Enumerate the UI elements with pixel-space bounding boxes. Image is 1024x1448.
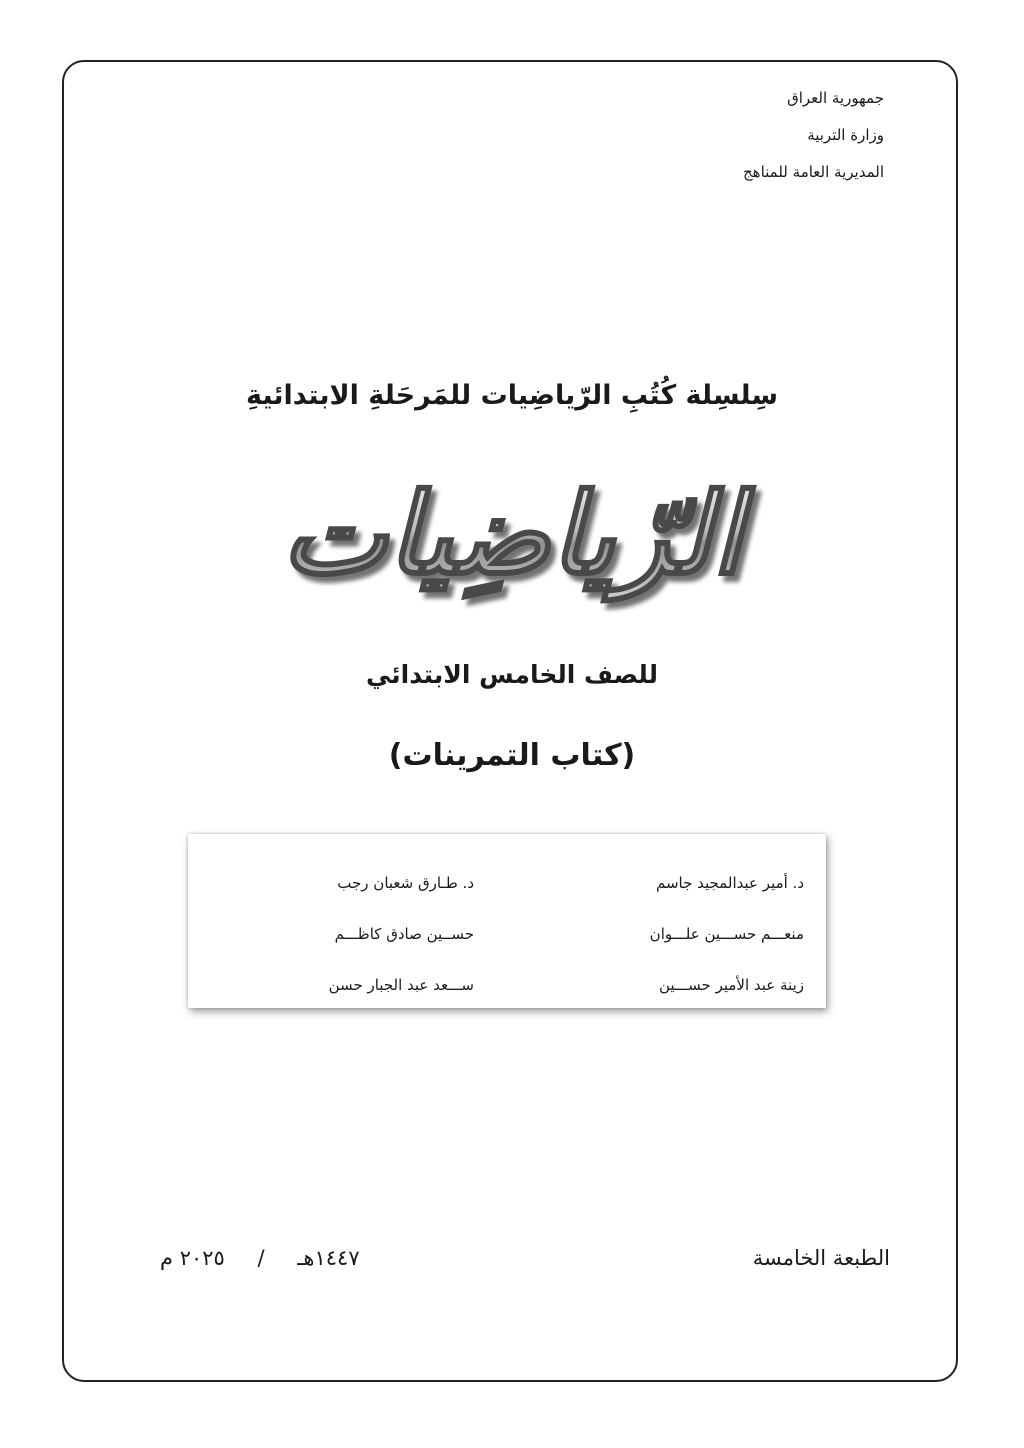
book-type-title: (كتاب التمرينات): [388, 738, 636, 773]
author-name: زينة عبد الأمير حســـين: [659, 976, 804, 994]
gregorian-year: ٢٠٢٥ م: [160, 1246, 225, 1270]
ministry-line: وزارة التربية: [807, 126, 884, 144]
authors-left-column: [329, 858, 474, 1011]
publication-date: [160, 1246, 360, 1270]
author-name: ســـعد عبد الجبار حسن: [328, 976, 474, 994]
hijri-year: ١٤٤٧هـ: [297, 1246, 360, 1270]
page-border: [62, 60, 958, 1382]
authors-right-column: [650, 858, 804, 1011]
date-separator: /: [257, 1246, 265, 1270]
author-name: منعـــم حســـين علـــوان: [649, 925, 804, 943]
ministry-header: [584, 80, 884, 191]
main-title-text: الرّياضِيات: [281, 470, 743, 600]
series-title: سِلسِلة كُتُبِ الرّياضِيات للمَرحَلةِ الابتدائيةِ: [245, 380, 778, 411]
author-name: د. أمير عبدالمجيد جاسم: [656, 874, 804, 892]
country-line: جمهورية العراق: [787, 89, 884, 107]
edition-label: الطبعة الخامسة: [752, 1246, 890, 1270]
author-name: حســين صادق كاظـــم: [334, 925, 474, 943]
directorate-line: المديرية العامة للمناهج: [742, 163, 884, 181]
authors-box: [188, 834, 826, 1008]
grade-title: للصف الخامس الابتدائي: [365, 660, 659, 689]
main-title-graphic: [202, 468, 822, 618]
main-title: [0, 468, 1024, 622]
author-name: د. طـارق شعبان رجب: [337, 874, 474, 892]
